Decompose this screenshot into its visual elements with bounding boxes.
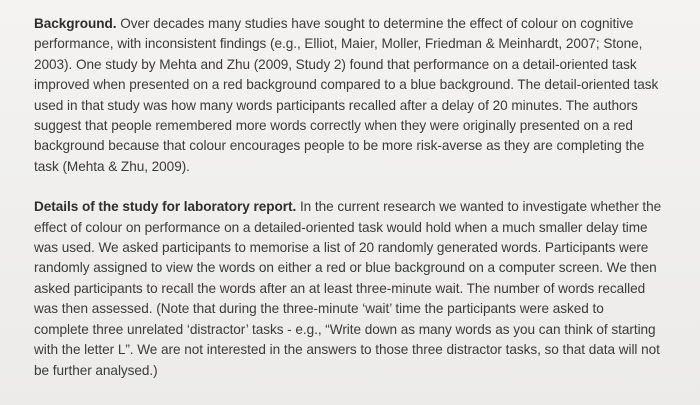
details-body-text: In the current research we wanted to investigate whether the effect of colour on performance on a detailed-oriented task would hold when a much smaller delay time was used. We asked participants to memorise a list of 20 randomly generated words. Participants were randomly assigned to view the words on either a red or blue background on a computer screen. We then asked participants to recall the words after an at least three-minute wait. The number of words recalled was then assessed. (Note that during the three-minute ‘wait’ time the participants were asked to complete three unrelated ‘distractor’ tasks - e.g., “Write down as many words as you can think of starting with the letter L”. We are not interested in the answers to those three distractor tasks, so that data will not be further analysed.) [34,199,662,378]
background-body-text: Over decades many studies have sought to determine the effect of colour on cognitive performance, with inconsistent findings (e.g., Elliot, Maier, Moller, Friedman & Meinhardt, 2007; Stone, 2003). One study by Mehta and Zhu (2009, Study 2) found that performance on a detail-oriented task improved when presented on a red background compared to a blue background. The detail-oriented task used in that study was how many words participants recalled after a delay of 20 minutes. The authors suggest that people remembered more words correctly when they were originally presented on a red background because that colour encourages people to be more risk-averse as they are completing the task (Mehta & Zhu, 2009). [34,16,659,174]
background-heading: Background. [34,16,117,31]
background-paragraph [34,14,662,177]
details-paragraph [34,197,662,381]
details-heading: Details of the study for laboratory report. [34,199,297,215]
